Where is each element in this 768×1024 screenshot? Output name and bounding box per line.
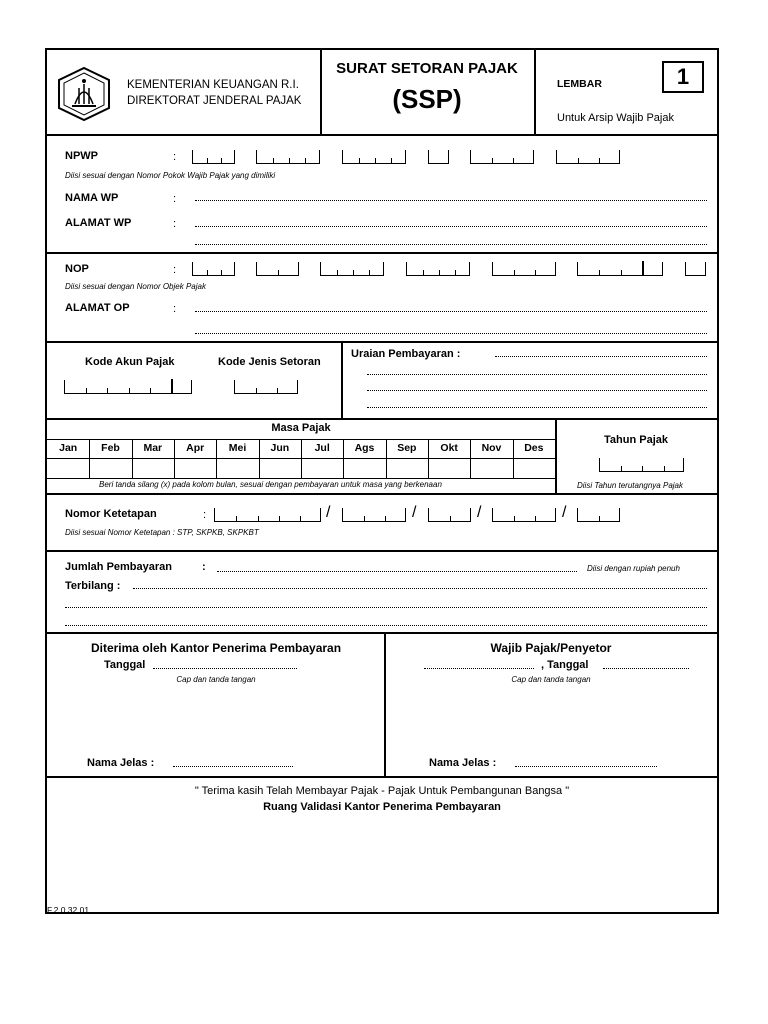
uraian-field-line-2[interactable] [367,374,707,375]
payer-tanggal-field[interactable] [603,668,689,669]
alamat-op-label: ALAMAT OP [65,302,130,314]
validation-area-title: Ruang Validasi Kantor Penerima Pembayaran [263,801,501,813]
nop-box-1[interactable] [192,262,235,276]
jumlah-colon: : [202,561,206,573]
ketetapan-label: Nomor Ketetapan [65,508,157,520]
terbilang-label: Terbilang : [65,580,121,592]
ketetapan-colon: : [203,509,207,521]
tahun-pajak-label: Tahun Pajak [604,434,668,446]
payer-place-field[interactable] [424,668,534,669]
tahun-pajak-note: Diisi Tahun terutangnya Pajak [577,481,683,490]
lembar-number: 1 [676,64,690,89]
month-cell-des[interactable] [513,459,555,478]
form-abbrev: (SSP) [392,84,462,114]
ketetapan-note: Diisi sesuai Nomor Ketetapan : STP, SKPKB, SKPKBT [65,528,259,537]
nop-box-3[interactable] [320,262,384,276]
alamat-wp-field-line-2[interactable] [195,244,707,245]
month-cell-mei[interactable] [216,459,258,478]
npwp-box-4[interactable] [428,150,449,164]
month-header-jun: Jun [270,442,290,454]
jumlah-field[interactable] [217,571,577,572]
month-cell-nov[interactable] [470,459,512,478]
validation-area[interactable] [47,818,717,898]
month-cell-ags[interactable] [343,459,385,478]
ketetapan-box-2[interactable] [342,508,406,522]
month-cell-jan[interactable] [47,459,89,478]
alamat-wp-label: ALAMAT WP [65,217,132,229]
month-header-apr: Apr [186,442,205,454]
tahun-pajak-boxes[interactable] [599,458,684,472]
payer-nama-label: Nama Jelas : [429,757,497,769]
alamat-op-field-line-1[interactable] [195,311,707,312]
npwp-box-1[interactable] [192,150,235,164]
npwp-colon: : [173,151,177,163]
month-header-jul: Jul [314,442,330,454]
receiver-tanggal-field[interactable] [153,668,297,669]
lembar-number-box [662,61,704,93]
payer-cap-note: Cap dan tanda tangan [511,675,591,684]
directorate-name: DIREKTORAT JENDERAL PAJAK [127,95,302,107]
jumlah-label: Jumlah Pembayaran [65,561,172,573]
receiver-cap-note: Cap dan tanda tangan [176,675,256,684]
payer-nama-field[interactable] [515,766,657,767]
nop-note: Diisi sesuai dengan Nomor Objek Pajak [65,282,206,291]
ketetapan-box-1[interactable] [214,508,321,522]
month-cell-apr[interactable] [174,459,216,478]
receiver-nama-field[interactable] [173,766,293,767]
nop-box-7[interactable] [685,262,706,276]
kode-jenis-label: Kode Jenis Setoran [218,356,321,368]
nop-box-4[interactable] [406,262,470,276]
ministry-logo [55,66,113,122]
kode-akun-label: Kode Akun Pajak [85,356,175,368]
month-header-des: Des [524,442,544,454]
payer-tanggal-label: , Tanggal [541,659,589,671]
npwp-box-3[interactable] [342,150,406,164]
uraian-field-line-3[interactable] [367,390,707,391]
kode-jenis-boxes[interactable] [234,380,298,394]
month-header-mar: Mar [143,442,163,454]
uraian-field-line-4[interactable] [367,407,707,408]
ketetapan-box-4[interactable] [492,508,556,522]
npwp-note: Diisi sesuai dengan Nomor Pokok Wajib Pajak yang dimiliki [65,171,276,180]
month-cell-mar[interactable] [132,459,174,478]
npwp-label: NPWP [65,150,98,162]
npwp-box-2[interactable] [256,150,320,164]
month-cell-sep[interactable] [386,459,428,478]
terbilang-field-line-2[interactable] [65,607,707,608]
nama-wp-label: NAMA WP [65,192,119,204]
month-header-sep: Sep [397,442,417,454]
alamat-op-colon: : [173,303,177,315]
ketetapan-slash-2: / [412,504,417,521]
header-section [47,50,717,134]
month-cell-jul[interactable] [301,459,343,478]
nop-box-6[interactable] [577,262,663,276]
masa-note: Beri tanda silang (x) pada kolom bulan, sesuai dengan pembayaran untuk masa yang berkenaan [99,480,442,489]
month-header-jan: Jan [59,442,78,454]
month-header-nov: Nov [481,442,502,454]
month-header-ags: Ags [354,442,375,454]
ketetapan-box-5[interactable] [577,508,620,522]
lembar-purpose: Untuk Arsip Wajib Pajak [557,112,674,124]
month-header-feb: Feb [101,442,120,454]
payer-title: Wajib Pajak/Penyetor [490,641,612,655]
nop-colon: : [173,264,177,276]
uraian-label: Uraian Pembayaran : [351,348,461,360]
month-cell-feb[interactable] [89,459,131,478]
nama-wp-field[interactable] [195,200,707,201]
masa-pajak-title: Masa Pajak [271,422,331,434]
nop-label: NOP [65,263,89,275]
nop-box-2[interactable] [256,262,299,276]
uraian-field-line-1[interactable] [495,356,707,357]
alamat-wp-colon: : [173,218,177,230]
ketetapan-slash-3: / [477,504,482,521]
form-title: SURAT SETORAN PAJAK [336,60,518,77]
month-header-mei: Mei [228,442,247,454]
ssp-form [45,48,719,914]
month-cell-okt[interactable] [428,459,470,478]
kode-akun-boxes[interactable] [64,380,192,394]
month-cell-jun[interactable] [259,459,301,478]
ketetapan-box-3[interactable] [428,508,471,522]
ketetapan-slash-4: / [562,504,567,521]
alamat-op-field-line-2[interactable] [195,333,707,334]
nama-wp-colon: : [173,193,177,205]
thank-you-quote: " Terima kasih Telah Membayar Pajak - Pajak Untuk Pembangunan Bangsa " [194,785,570,797]
receiver-title: Diterima oleh Kantor Penerima Pembayaran [90,641,342,655]
receiver-tanggal-label: Tanggal [104,659,146,671]
terbilang-field-line-3[interactable] [65,625,707,626]
ministry-name: KEMENTERIAN KEUANGAN R.I. [127,79,299,91]
jumlah-note: Diisi dengan rupiah penuh [587,564,680,573]
npwp-box-6[interactable] [556,150,620,164]
ketetapan-slash-1: / [326,504,331,521]
nop-box-5[interactable] [492,262,556,276]
lembar-label: LEMBAR [557,78,602,90]
form-code: F.2.0.32.01 [47,905,90,915]
alamat-wp-field-line-1[interactable] [195,226,707,227]
month-header-okt: Okt [440,442,458,454]
receiver-nama-label: Nama Jelas : [87,757,155,769]
terbilang-field-line-1[interactable] [133,588,707,589]
npwp-box-5[interactable] [470,150,534,164]
